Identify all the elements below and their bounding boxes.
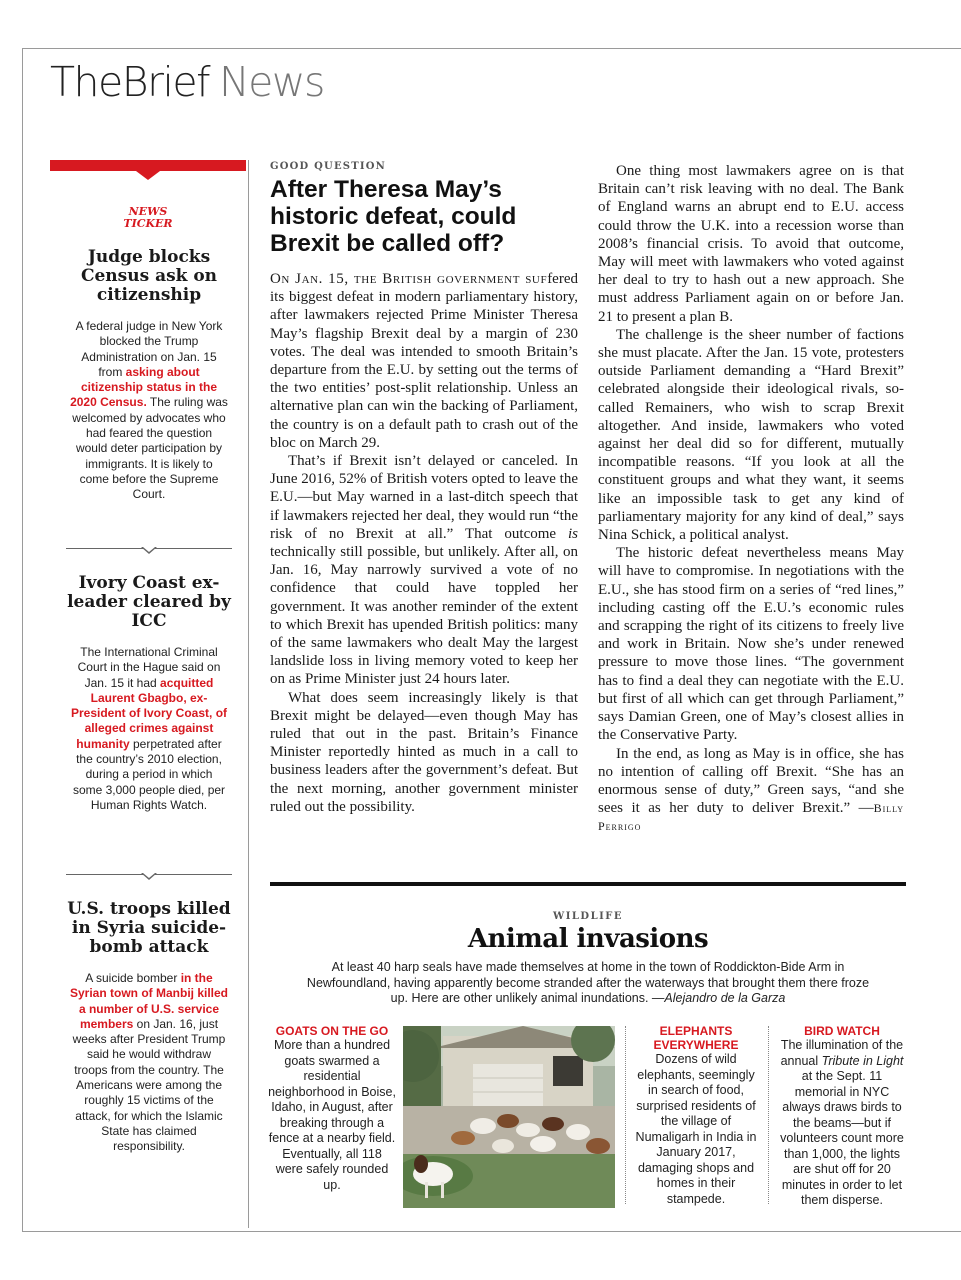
ticker-highlight-link[interactable]: asking about citizenship status in the 2020 Census. — [70, 364, 218, 410]
ticker-item-syria — [66, 900, 232, 1155]
ticker-body-text: A federal judge in New York blocked the Trump Administration on Jan. 15 from — [75, 319, 223, 379]
paragraph-text: In the end, as long as May is in office, she has no intention of calling off Brexit. “She has an enormous sense of duty,” Green says, “and she sees it as her duty to deliver Brexit.” — — [598, 745, 904, 817]
ticker-headline: U.S. troops killed in Syria suicide-bomb attack — [67, 899, 231, 957]
ticker-label-text: NEWS TICKER — [123, 205, 173, 230]
lead-in: On Jan. 15, the British government suf — [270, 271, 548, 287]
article-column-1 — [270, 270, 578, 816]
ticker-body — [70, 319, 228, 503]
paragraph-text: fered its biggest defeat in modern parliamentary history, after lawmakers rejected Prime Minister Theresa May’s flagship Brexit deal by a margin of 230 votes. The deal was intended to smooth Britain’s departure from the E.U. by setting out the terms of the two entities’ post-split relationship. Unless an alternative plan can win the backing of Parliament, the country is on a default path to crash out of the bloc on March 29. — [270, 271, 578, 451]
ticker-body-text: A suicide bomber — [85, 971, 181, 985]
dek-text: At least 40 harp seals have made themselves at home in the town of Roddickton-Bide Arm in Newfoundland, having apparently become stranded after the waterways that brought them there froze up. Here are other unlikely animal inundations. — — [306, 960, 870, 1005]
section-divider — [270, 882, 906, 886]
ticker-highlight-link[interactable]: acquitted Laurent Gbagbo, ex-President of Ivory Coast, of alleged crimes against humanity — [70, 675, 228, 751]
column-divider — [625, 1026, 626, 1204]
article-headline: After Theresa May’s historic defeat, could Brexit be called off? — [270, 176, 517, 257]
ticker-body — [70, 971, 228, 1155]
goats-image — [403, 1026, 615, 1208]
article-paragraph — [270, 270, 578, 452]
ticker-item-ivory-coast — [66, 574, 232, 813]
ticker-item-census — [66, 248, 232, 503]
ticker-body-text: The International Criminal Court in the Hague said on Jan. 15 it had — [77, 645, 221, 690]
article-paragraph — [598, 745, 904, 836]
birds-text: at the Sept. 11 memorial in NYC always draws birds to the beams—but if volunteers count more than 1,000, the lights are shut off for 20 minutes in order to let them disperse. — [780, 1069, 904, 1207]
birds-text-italic: Tribute in Light — [821, 1053, 904, 1068]
article-paragraph: One thing most lawmakers agree on is that Britain can’t risk leaving with no deal. The Bank of England warns an abrupt end to E.U. access could throw the U.K. into a recession worse than 2008’s financial crisis. To avoid that outcome, May will meet with lawmakers who voted against her deal to try to hash out a new approach. She must address Parliament again on or before Jan. 21 to present a plan B. — [598, 163, 904, 325]
dek-credit: Alejandro de la Garza — [664, 991, 786, 1005]
ticker-highlight-link[interactable]: in the Syrian town of Manbij killed a number of U.S. service members — [70, 971, 229, 1031]
elephants-title: ELEPHANTS EVERYWHERE — [653, 1024, 739, 1052]
goats-photo — [403, 1026, 615, 1208]
article-paragraph: What does seem increasingly likely is that Brexit might be delayed—even though May has ruled that out in the past. Britain’s Finance Minister reportedly hinted as much in a call to business leaders after the government’s defeat. But the next morning, another government minister ruled out the possibility. — [270, 689, 578, 815]
ticker-arrow-icon — [136, 171, 160, 180]
byline: Billy Perrigo — [598, 801, 904, 834]
ticker-headline: Judge blocks Census ask on citizenship — [80, 247, 218, 305]
wildlife-headline: Animal invasions — [467, 924, 709, 954]
birds-text: The illumination of the annual — [780, 1038, 904, 1068]
goats-item — [268, 1024, 396, 1193]
article-paragraph: The challenge is the sheer number of factions she must placate. After the Jan. 15 vote, protesters outside Parliament demanding a “Hard Brexit” celebrated alongside their ideological rivals, so-called Remainers, who wish to scrap Brexit altogether. And inside, lawmakers who voted against her deal did so for different, mutually incompatible reasons. “If you look at all the constituent groups and what they want, it seems like an impossible task to get any kind of parliamentary majority for any kind of deal,” says Nina Schick, a political analyst. — [598, 326, 904, 544]
ticker-label — [50, 206, 246, 230]
page-frame-left — [22, 48, 23, 1232]
article-column-2 — [598, 162, 904, 836]
ticker-divider — [66, 548, 232, 556]
masthead-section: News — [219, 58, 324, 106]
page-frame-bottom — [22, 1231, 961, 1232]
column-divider — [768, 1026, 769, 1204]
ticker-body-text: perpetrated after the country’s 2010 election, during a period in which some 3,000 people died, per Human Rights Watch. — [72, 736, 226, 812]
article-kicker: GOOD QUESTION — [270, 161, 386, 172]
ticker-body-text: The ruling was welcomed by advocates who had feared the question would deter participation by immigrants. It is likely to come before the Supreme Court. — [72, 395, 228, 502]
elephants-item — [632, 1024, 760, 1207]
birds-item — [776, 1024, 908, 1209]
paragraph-text: technically still possible, but unlikely. After all, on Jan. 16, May narrowly survived a vote of no confidence that could have toppled her government. It was another reminder of the extent to which Brexit has upended British politics: many of the same lawmakers who dealt May the largest landslide loss in living memory voted to keep her on as Prime Minister just 24 hours later. — [270, 544, 578, 688]
section-masthead — [50, 58, 324, 106]
news-ticker — [50, 160, 249, 1228]
goats-title: GOATS ON THE GO — [275, 1024, 389, 1038]
article-paragraph: The historic defeat nevertheless means May will have to compromise. In negotiations with the E.U., she has stood firm on a series of “red lines,” including casting off the E.U.’s economic rules and scrapping the right of its citizens to freely live and work in Britain. Now she’s under renewed pressure to move those lines. “The government has to find a deal they can negotiate with the E.U. but first of all which can get through Parliament,” says Damian Green, one of May’s closest allies in the Conservative Party. — [598, 545, 904, 744]
ticker-headline: Ivory Coast ex-leader cleared by ICC — [67, 573, 231, 631]
goats-text: More than a hundred goats swarmed a residential neighborhood in Boise, Idaho, in August, after breaking through a fence at a nearby field. Eventually, all 118 were safely rounded up. — [268, 1038, 396, 1192]
page-frame-top — [22, 48, 961, 49]
ticker-divider — [66, 874, 232, 882]
ticker-red-bar — [50, 160, 246, 171]
elephants-text: Dozens of wild elephants, seemingly in search of food, surprised residents of the village of Numaligarh in India in January 2017, damaging shops and homes in their stampede. — [635, 1052, 757, 1206]
masthead-brief: TheBrief — [50, 58, 210, 106]
ticker-body-text: on Jan. 16, just weeks after President Trump said he would withdraw troops from the country. The Americans were among the roughly 15 victims of the attack, for which the Islamic State has claimed responsibility. — [72, 1016, 226, 1154]
wildlife-kicker: WILDLIFE — [552, 911, 624, 922]
article-paragraph — [270, 452, 578, 689]
ticker-body — [70, 645, 228, 813]
paragraph-text: That’s if Brexit isn’t delayed or canceled. In June 2016, 52% of British voters opted to leave the E.U.—but May warned in a last-ditch speech that if lawmakers rejected her deal, they would run “the risk of no Brexit at all.” That outcome — [270, 453, 578, 542]
birds-title: BIRD WATCH — [804, 1024, 880, 1038]
emphasis: is — [567, 525, 578, 542]
wildlife-dek — [300, 960, 876, 1007]
